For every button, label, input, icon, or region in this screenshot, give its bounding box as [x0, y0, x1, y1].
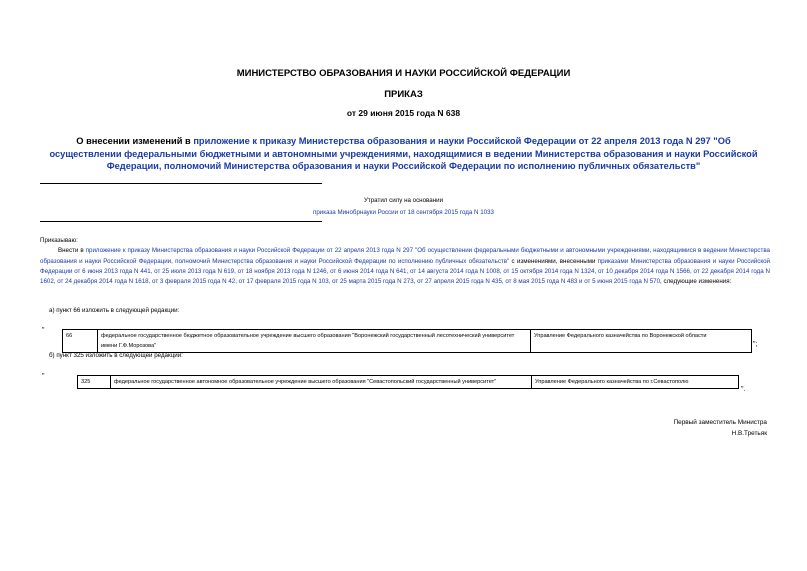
item-b-num: 325 [78, 376, 111, 389]
p1-link-appendix[interactable]: приложение к приказу Министерства образования и науки Российской Федерации от 22 апреля 2013 года N 297 "Об осуществлении федеральными бюджетными и автономными учреждениями, находящимися в ведении Министерства образования и науки Российской Федерации, полномочий Министерства образования и науки Российской Федерации по исполнению публичных обязательств" [40, 247, 770, 265]
signature-position: Первый заместитель Министра [673, 419, 767, 426]
p1-text1: Внести в [58, 247, 86, 255]
title-link[interactable]: приложение к приказу Министерства образования и науки Российской Федерации от 22 апреля 2013 года N 297 "Об осуществлении федеральными бюджетными и автономными учреждениями, находящимися в ведении Министерства образования и науки Российской Федерации, полномочий Министерства образования и науки Российской Федерации по исполнению публичных обязательств" [49, 136, 758, 171]
signature-name: Н.В.Третьяк [731, 429, 767, 437]
item-a-treasury: Управление Федерального казначейства по Воронежской области [531, 330, 752, 353]
divider-top [40, 183, 322, 184]
item-a-end: "; [753, 341, 758, 348]
p1-link-orders[interactable]: приказами Министерства образования и науки Российской Федерации от 6 июня 2013 года N 441, от 25 июля 2013 года N 619, от 18 ноября 2013 года N 1246, от 6 июня 2014 года N 641, от 14 августа 2014 года N 1008, от 15 октября 2014 года N 1324, от 10 декабря 2014 года N 1566, от 22 декабря 2014 года N 1602, от 24 декабря 2014 года N 1618, от 3 февраля 2015 года N 42, от 17 февраля 2015 года N 103, от 25 марта 2015 года N 273, от 27 апреля 2015 года N 435, от 8 мая 2015 года N 483 и от 5 июня 2015 года N 570 [40, 257, 771, 286]
status-line: Утратил силу на основании [363, 197, 444, 204]
divider-bottom [40, 221, 322, 222]
item-a-num: 66 [63, 330, 98, 353]
body-paragraph [40, 246, 770, 287]
p1-text3: , следующие изменения: [660, 278, 732, 286]
document-title [40, 135, 767, 173]
item-b-end: ". [741, 386, 746, 393]
table-row [78, 376, 739, 389]
p1-text2: с изменениями, внесенными [509, 257, 598, 265]
title-prefix: О внесении изменений в [76, 136, 194, 146]
item-b-open-quote: " [42, 373, 45, 380]
item-a-table [62, 329, 752, 353]
item-b-table [77, 375, 739, 389]
order-date: от 29 июня 2015 года N 638 [346, 108, 461, 118]
item-b-label: б) пункт 325 изложить в следующей редакции: [49, 352, 183, 359]
item-a-org: федеральное государственное бюджетное образовательное учреждение высшего образования "Воронежский государственный лесотехнический университет имени Г.Ф.Морозова" [98, 330, 531, 353]
item-a-label: а) пункт 66 изложить в следующей редакции: [49, 307, 180, 314]
signature-block [674, 418, 767, 439]
order-word: Приказываю: [40, 237, 78, 244]
status-link[interactable]: приказа Минобрнауки России от 18 сентября 2015 года N 1033 [312, 209, 494, 216]
ministry-heading: МИНИСТЕРСТВО ОБРАЗОВАНИЯ И НАУКИ РОССИЙСКОЙ ФЕДЕРАЦИИ [236, 68, 571, 79]
order-heading: ПРИКАЗ [384, 89, 423, 100]
status-note [300, 195, 507, 219]
item-b-org: федеральное государственное автономное образовательное учреждение высшего образования "Севастопольский государственный университет" [111, 376, 532, 389]
document-body [40, 236, 770, 287]
item-a-open-quote: " [42, 327, 45, 334]
item-b-treasury: Управление Федерального казначейства по г.Севастополю [532, 376, 739, 389]
table-row [63, 330, 752, 353]
